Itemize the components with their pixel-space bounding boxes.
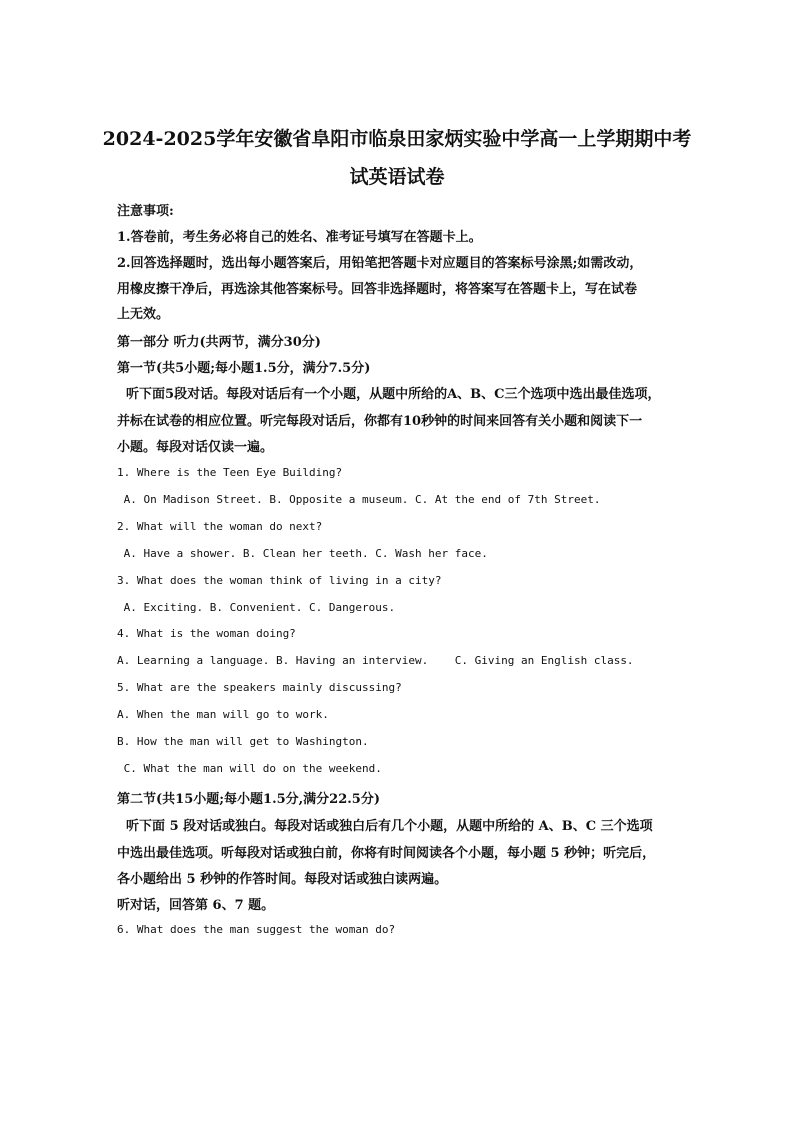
section2-instructions-line1: 听下面 5 段对话或独白。每段对话或独白后有几个小题，从题中所给的 A、B、C 三个选项 <box>117 819 653 834</box>
section1-instructions-line2: 并标在试卷的相应位置。听完每段对话后，你都有10秒钟的时间来回答有关小题和阅读下一 <box>117 414 643 429</box>
question-4-options: A. Learning a language. B. Having an interview. C. Giving an English class. <box>117 654 634 667</box>
question-5: 5. What are the speakers mainly discussing? <box>117 681 402 694</box>
exam-title-line2: 试英语试卷 <box>349 166 445 188</box>
question-5-option-a: A. When the man will go to work. <box>117 708 329 721</box>
notice-item-1: 1.答卷前，考生务必将自己的姓名、准考证号填写在答题卡上。 <box>117 230 482 245</box>
question-6: 6. What does the man suggest the woman do? <box>117 923 396 936</box>
section2-heading: 第二节(共15小题;每小题1.5分,满分22.5分) <box>117 792 380 807</box>
question-4: 4. What is the woman doing? <box>117 627 296 640</box>
notice-heading: 注意事项: <box>117 204 174 219</box>
question-5-option-b: B. How the man will get to Washington. <box>117 735 369 748</box>
notice-item-2-line3: 上无效。 <box>117 307 170 322</box>
exam-title-line1: 2024-2025学年安徽省阜阳市临泉田家炳实验中学高一上学期期中考 <box>102 128 692 150</box>
question-3: 3. What does the woman think of living in a city? <box>117 574 442 587</box>
section1-instructions-line3: 小题。每段对话仅读一遍。 <box>117 440 274 455</box>
section2-prompt: 听对话，回答第 6、7 题。 <box>117 898 275 913</box>
question-1: 1. Where is the Teen Eye Building? <box>117 466 343 479</box>
section1-heading: 第一节(共5小题;每小题1.5分，满分7.5分) <box>117 361 371 376</box>
notice-item-2-line1: 2.回答选择题时，选出每小题答案后，用铅笔把答题卡对应题目的答案标号涂黑;如需改动， <box>117 256 643 271</box>
notice-item-2-line2: 用橡皮擦干净后，再选涂其他答案标号。回答非选择题时，将答案写在答题卡上，写在试卷 <box>117 282 638 297</box>
question-2: 2. What will the woman do next? <box>117 520 323 533</box>
question-1-options: A. On Madison Street. B. Opposite a museum. C. At the end of 7th Street. <box>117 493 601 506</box>
question-5-option-c: C. What the man will do on the weekend. <box>117 762 382 775</box>
section1-instructions-line1: 听下面5段对话。每段对话后有一个小题，从题中所给的A、B、C三个选项中选出最佳选项， <box>117 387 661 402</box>
question-2-options: A. Have a shower. B. Clean her teeth. C. Wash her face. <box>117 547 488 560</box>
question-3-options: A. Exciting. B. Convenient. C. Dangerous. <box>117 601 396 614</box>
section2-instructions-line2: 中选出最佳选项。听每段对话或独白前，你将有时间阅读各个小题，每小题 5 秒钟；听完后， <box>117 846 656 861</box>
section2-instructions-line3: 各小题给出 5 秒钟的作答时间。每段对话或独白读两遍。 <box>117 872 448 887</box>
part1-heading: 第一部分 听力(共两节，满分30分) <box>117 335 321 350</box>
